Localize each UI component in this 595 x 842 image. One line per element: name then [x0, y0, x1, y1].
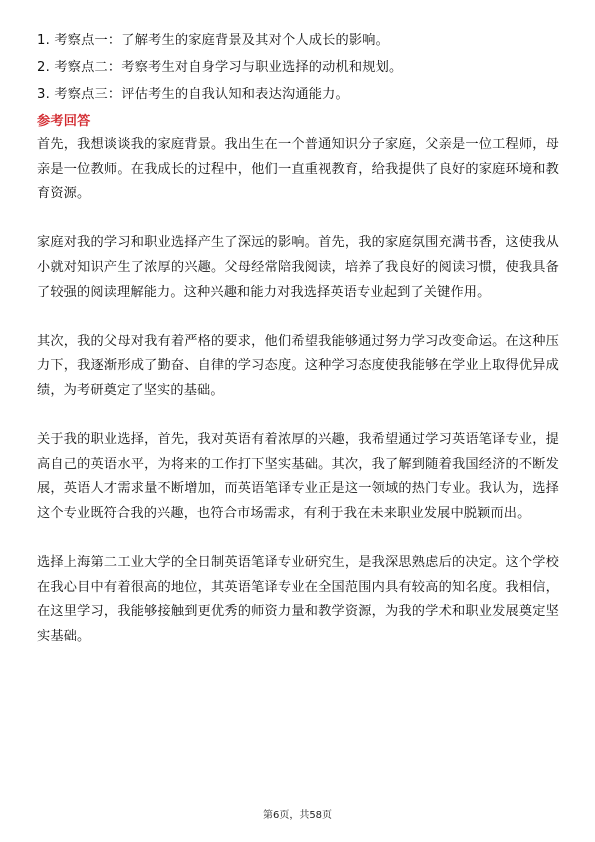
answer-paragraph-parents-expectations: 其次，我的父母对我有着严格的要求，他们希望我能够通过努力学习改变命运。在这种压力下，我逐渐形成了勤奋、自律的学习态度。这种学习态度使我能够在学业上取得优异成绩，为考研奠定了坚实的基础。 [37, 333, 559, 398]
answer-paragraph-family-influence: 家庭对我的学习和职业选择产生了深远的影响。首先，我的家庭氛围充满书香，这使我从小就对知识产生了浓厚的兴趣。父母经常陪我阅读，培养了我良好的阅读习惯，使我具备了较强的阅读理解能力。这种兴趣和能力对我选择英语专业起到了关键作用。 [37, 235, 559, 300]
page-content [37, 29, 559, 649]
answer-heading: 参考回答 [37, 114, 91, 129]
answer-paragraph-family-background: 首先，我想谈谈我的家庭背景。我出生在一个普通知识分子家庭，父亲是一位工程师，母亲是一位教师。在我成长的过程中，他们一直重视教育，给我提供了良好的家庭环境和教育资源。 [37, 137, 559, 202]
answer-paragraph-career-choice: 关于我的职业选择，首先，我对英语有着浓厚的兴趣，我希望通过学习英语笔译专业，提高自己的英语水平，为将来的工作打下坚实基础。其次，我了解到随着我国经济的不断发展，英语人才需求量不断增加，而英语笔译专业正是这一领域的热门专业。我认为，选择这个专业既符合我的兴趣，也符合市场需求，有利于我在未来职业发展中脱颖而出。 [37, 432, 559, 521]
page-number-footer: 第6页，共58页 [262, 810, 333, 821]
assessment-point-2: 2. 考察点二：考察考生对自身学习与职业选择的动机和规划。 [37, 60, 403, 75]
answer-paragraph-school-choice: 选择上海第二工业大学的全日制英语笔译专业研究生，是我深思熟虑后的决定。这个学校在我心目中有着很高的地位，其英语笔译专业在全国范围内具有较高的知名度。我相信，在这里学习，我能够接触到更优秀的师资力量和教学资源，为我的学术和职业发展奠定坚实基础。 [37, 555, 559, 644]
assessment-point-1: 1. 考察点一：了解考生的家庭背景及其对个人成长的影响。 [37, 33, 390, 48]
answer-body [37, 133, 559, 649]
assessment-point-3: 3. 考察点三：评估考生的自我认知和表达沟通能力。 [37, 87, 349, 102]
